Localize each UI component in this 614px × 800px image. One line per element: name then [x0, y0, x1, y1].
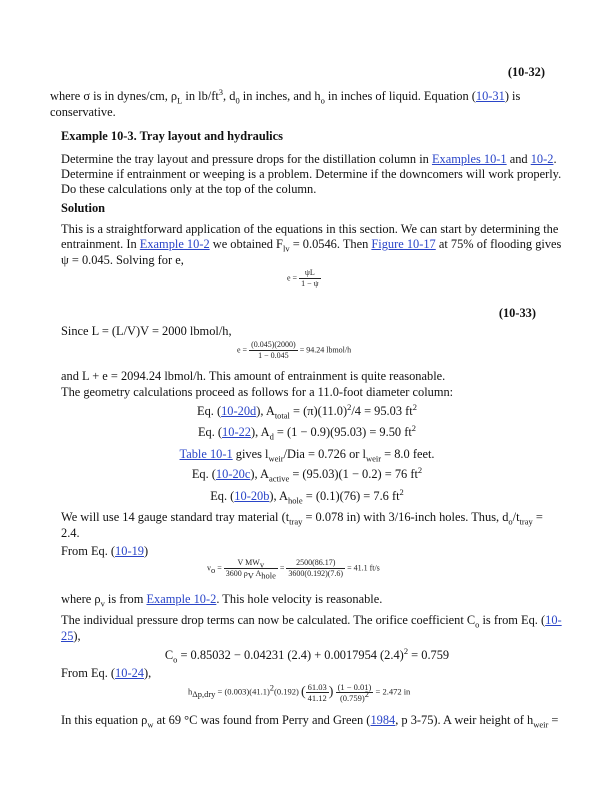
- link-eq-10-31[interactable]: 10-31: [475, 89, 505, 103]
- solution-line-1: This is a straightforward application of the equations in this section. We can start by determining the: [61, 222, 559, 236]
- last-line: In this equation $\rho_w$ at 69 °C was found from Perry and Green (1984, p 3-75). A weir height of $h_{weir}$ =: [61, 713, 559, 730]
- entrainment-line: and L + e = 2094.24 lbmol/h. This amount of entrainment is quite reasonable.: [61, 369, 446, 383]
- where-rho-line: where $\rho_v$ is from Example 10-2. This hole velocity is reasonable.: [61, 592, 383, 609]
- equation-dry-pressure-drop: $h_{\Delta p,dry} = (0.003)(41.1)^2(0.192)$ ( $\frac{61.03}{41.12}$ ) $\frac{(1 - 0.01)}{(0.759)^2}$ = 2.472 in: [188, 682, 411, 703]
- link-example-10-2[interactable]: 10-2: [530, 152, 554, 166]
- gauge-line-2: 2.4.: [61, 526, 80, 540]
- geom-total-area: Eq. (10-20d), $A_{total} = (\pi)(11.0)^2/4 = 95.03$ $ft^2$: [197, 401, 417, 421]
- since-line: Since L = (L/V)V = 2000 lbmol/h,: [61, 324, 232, 338]
- link-ref-1984[interactable]: 1984: [370, 713, 396, 727]
- link-eq-10-20b[interactable]: 10-20b: [234, 489, 270, 503]
- link-table-10-1[interactable]: Table 10-1: [179, 447, 233, 461]
- link-example-10-2[interactable]: Example 10-2: [139, 237, 210, 251]
- geom-weir-length: Table 10-1 gives $l_{weir}$/Dia = 0.726 or $l_{weir} = 8.0$ feet.: [179, 447, 435, 464]
- geometry-line: The geometry calculations proceed as follows for a 11.0-foot diameter column:: [61, 385, 454, 399]
- orifice-line-2: 25),: [61, 629, 81, 643]
- link-eq-10-25-cont[interactable]: 25: [61, 629, 74, 643]
- equation-hole-velocity: $v_o$ = $\frac{V MW_v}{3600 \rho_V A_{hole}}$ = $\frac{2500(86.17)}{3600(0.192)(7.6)}$ = 41.1 ft/s: [207, 558, 380, 581]
- link-example-10-2[interactable]: Example 10-2: [146, 592, 217, 606]
- equation-e: e = $\frac{\psi L}{1 - \psi}$: [287, 268, 319, 288]
- intro-line-1: where σ is in dynes/cm, $\rho_L$ in $lb/ft^3$, $d_0$ in inches, and $h_o$ in inches of liquid. Equation (10-31) is: [50, 86, 521, 106]
- link-eq-10-25[interactable]: 10-: [545, 613, 562, 627]
- link-figure-10-17[interactable]: Figure 10-17: [371, 237, 436, 251]
- geom-active-area: Eq. (10-20c), $A_{active} = (95.03)(1 - 0.2) = 76$ $ft^2$: [191, 464, 423, 484]
- link-eq-10-19[interactable]: 10-19: [115, 544, 144, 558]
- link-examples-10-1[interactable]: Examples 10-1: [431, 152, 507, 166]
- orifice-coefficient-equation: $C_o = 0.85032 - 0.04231$ (2.4) + 0.0017954 $(2.4)^2 = 0.759$: [164, 645, 450, 665]
- link-eq-10-20d[interactable]: 10-20d: [221, 404, 257, 418]
- link-eq-10-24[interactable]: 10-24: [115, 666, 144, 680]
- example-line-1: Determine the tray layout and pressure drops for the distillation column in Examples 10-1 and 10-2.: [61, 152, 557, 166]
- link-eq-10-20c[interactable]: 10-20c: [215, 467, 251, 481]
- geom-hole-area: Eq. (10-20b), $A_{hole} = (0.1)(76) = 7.6$ $ft^2$: [210, 486, 404, 506]
- orifice-line-1: The individual pressure drop terms can now be calculated. The orifice coefficient $C_o$ is from Eq. (10-: [61, 613, 562, 630]
- example-line-2: Determine if entrainment or weeping is a problem. Determine if the downcomers will work properly.: [61, 167, 562, 181]
- link-eq-10-22[interactable]: 10-22: [222, 425, 251, 439]
- gauge-line-1: We will use 14 gauge standard tray material ($t_{tray} = 0.078$ in) with 3/16-inch holes. Thus, $d_o/t_{tray}$ =: [61, 510, 543, 527]
- equation-number: (10-32): [507, 65, 545, 79]
- example-line-3: Do these calculations only at the top of the column.: [61, 182, 317, 196]
- equation-e-value: e = $\frac{(0.045)(2000)}{1 - 0.045}$ = 94.24 lbmol/h: [237, 340, 352, 360]
- example-heading: Example 10-3. Tray layout and hydraulics: [61, 129, 283, 143]
- from-eq-10-19: From Eq. (10-19): [61, 544, 149, 558]
- from-eq-10-24: From Eq. (10-24),: [61, 666, 152, 680]
- equation-number-33: (10-33): [498, 306, 536, 320]
- solution-heading: Solution: [61, 201, 106, 215]
- solution-line-2: entrainment. In Example 10-2 we obtained $F_{lv} = 0.0546$. Then Figure 10-17 at 75% of flooding gives: [61, 237, 562, 254]
- intro-line-2: conservative.: [50, 105, 116, 119]
- solution-line-3: ψ = 0.045. Solving for e,: [61, 253, 184, 267]
- geom-downcomer-area: Eq. (10-22), $A_d = (1 - 0.9)(95.03) = 9.50$ $ft^2$: [197, 422, 417, 442]
